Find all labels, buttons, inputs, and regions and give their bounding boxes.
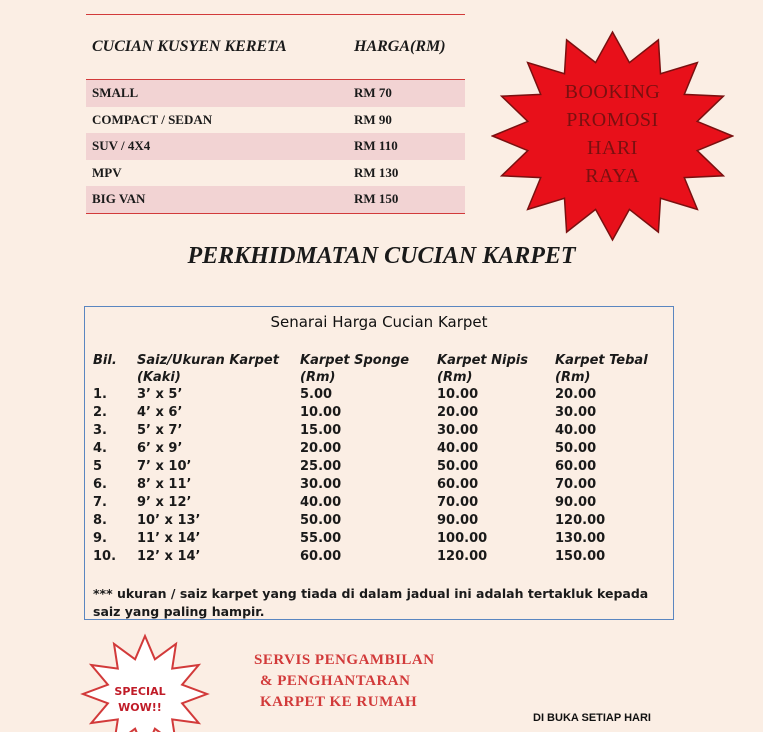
karpet-row — [93, 512, 665, 530]
kusyen-item: MPV — [92, 164, 122, 180]
row-saiz: 3’ x 5’ — [137, 387, 183, 402]
kusyen-item: COMPACT / SEDAN — [92, 111, 213, 127]
kusyen-price-table — [86, 14, 465, 214]
kusyen-item: SMALL — [92, 85, 139, 101]
row-sponge: 30.00 — [300, 477, 342, 492]
kusyen-rows — [86, 80, 465, 213]
karpet-table — [93, 352, 665, 566]
kusyen-price: RM 110 — [354, 138, 398, 154]
row-sponge: 5.00 — [300, 387, 333, 402]
special-text — [94, 684, 186, 716]
header-item: CUCIAN KUSYEN KERETA — [92, 38, 287, 55]
row-nipis: 50.00 — [437, 459, 479, 474]
row-saiz: 8’ x 11’ — [137, 477, 192, 492]
servis-line-1: SERVIS PENGAMBILAN — [254, 652, 435, 668]
row-saiz: 9’ x 12’ — [137, 495, 192, 510]
kusyen-row — [86, 160, 465, 187]
row-bil: 4. — [93, 441, 107, 456]
row-bil: 10. — [93, 549, 117, 564]
header-sponge-line1: Karpet Sponge — [300, 353, 410, 368]
row-bil: 3. — [93, 423, 107, 438]
servis-text — [254, 650, 435, 713]
row-tebal: 40.00 — [555, 423, 597, 438]
special-line: SPECIAL — [114, 685, 166, 698]
karpet-row — [93, 476, 665, 494]
row-sponge: 25.00 — [300, 459, 342, 474]
header-tebal-line2: (Rm) — [555, 370, 591, 385]
row-nipis: 30.00 — [437, 423, 479, 438]
header-nipis-line1: Karpet Nipis — [437, 353, 528, 368]
kusyen-price: RM 150 — [354, 191, 399, 207]
row-saiz: 4’ x 6’ — [137, 405, 183, 420]
special-burst — [78, 632, 213, 732]
row-tebal: 30.00 — [555, 405, 597, 420]
row-tebal: 130.00 — [555, 531, 606, 546]
row-tebal: 70.00 — [555, 477, 597, 492]
row-tebal: 90.00 — [555, 495, 597, 510]
karpet-row — [93, 386, 665, 404]
row-sponge: 15.00 — [300, 423, 342, 438]
row-saiz: 5’ x 7’ — [137, 423, 183, 438]
kusyen-price: RM 90 — [354, 111, 392, 127]
promo-line: HARI — [587, 137, 638, 159]
row-saiz: 12’ x 14’ — [137, 549, 201, 564]
row-nipis: 120.00 — [437, 549, 488, 564]
header-tebal — [555, 352, 665, 386]
header-price: HARGA(RM) — [354, 38, 446, 55]
karpet-row — [93, 494, 665, 512]
header-saiz-line1: Saiz/Ukuran Karpet — [137, 353, 279, 368]
header-tebal-line1: Karpet Tebal — [555, 353, 648, 368]
promo-line: PROMOSI — [566, 109, 659, 131]
row-saiz: 7’ x 10’ — [137, 459, 192, 474]
row-sponge: 10.00 — [300, 405, 342, 420]
dibuka-text: DI BUKA SETIAP HARI — [533, 712, 651, 724]
karpet-table-header — [93, 352, 665, 386]
row-nipis: 40.00 — [437, 441, 479, 456]
header-sponge — [300, 352, 437, 386]
row-tebal: 20.00 — [555, 387, 597, 402]
row-saiz: 11’ x 14’ — [137, 531, 201, 546]
row-tebal: 150.00 — [555, 549, 606, 564]
karpet-row — [93, 458, 665, 476]
karpet-row — [93, 404, 665, 422]
row-sponge: 20.00 — [300, 441, 342, 456]
row-bil: 9. — [93, 531, 107, 546]
header-nipis — [437, 352, 555, 386]
row-tebal: 60.00 — [555, 459, 597, 474]
kusyen-row — [86, 107, 465, 134]
row-bil: 5 — [93, 459, 103, 474]
row-bil: 6. — [93, 477, 107, 492]
row-bil: 8. — [93, 513, 107, 528]
row-nipis: 60.00 — [437, 477, 479, 492]
karpet-row — [93, 548, 665, 566]
row-bil: 7. — [93, 495, 107, 510]
promo-line: BOOKING — [564, 81, 661, 103]
kusyen-item: BIG VAN — [92, 191, 146, 207]
row-nipis: 10.00 — [437, 387, 479, 402]
karpet-price-box — [84, 306, 674, 620]
header-sponge-line2: (Rm) — [300, 370, 336, 385]
row-nipis: 100.00 — [437, 531, 488, 546]
row-sponge: 50.00 — [300, 513, 342, 528]
kusyen-row — [86, 133, 465, 160]
servis-line-2: & PENGHANTARAN — [260, 673, 411, 689]
karpet-rows — [93, 386, 665, 566]
row-tebal: 120.00 — [555, 513, 606, 528]
header-nipis-line2: (Rm) — [437, 370, 473, 385]
karpet-row — [93, 530, 665, 548]
header-saiz-line2: (Kaki) — [137, 370, 181, 385]
header-bil: Bil. — [93, 353, 117, 368]
promo-line: RAYA — [585, 165, 640, 187]
karpet-row — [93, 422, 665, 440]
row-sponge: 55.00 — [300, 531, 342, 546]
row-nipis: 20.00 — [437, 405, 479, 420]
row-saiz: 10’ x 13’ — [137, 513, 201, 528]
table-bottom-rule — [86, 213, 465, 214]
kusyen-table-header — [86, 15, 465, 80]
servis-line-3: KARPET KE RUMAH — [260, 694, 418, 710]
kusyen-row — [86, 186, 465, 213]
row-saiz: 6’ x 9’ — [137, 441, 183, 456]
promo-text — [491, 78, 734, 190]
section-title: PERKHIDMATAN CUCIAN KARPET — [187, 243, 576, 269]
row-nipis: 70.00 — [437, 495, 479, 510]
kusyen-row — [86, 80, 465, 107]
header-saiz — [137, 352, 300, 386]
row-sponge: 60.00 — [300, 549, 342, 564]
kusyen-item: SUV / 4X4 — [92, 138, 151, 154]
karpet-box-title: Senarai Harga Cucian Karpet — [270, 313, 488, 331]
kusyen-price: RM 70 — [354, 85, 392, 101]
karpet-row — [93, 440, 665, 458]
wow-line: WOW!! — [118, 701, 162, 714]
row-bil: 2. — [93, 405, 107, 420]
karpet-note: *** ukuran / saiz karpet yang tiada di dalam jadual ini adalah tertakluk kepada saiz yang paling hampir. — [93, 586, 649, 619]
row-bil: 1. — [93, 387, 107, 402]
row-nipis: 90.00 — [437, 513, 479, 528]
row-tebal: 50.00 — [555, 441, 597, 456]
row-sponge: 40.00 — [300, 495, 342, 510]
kusyen-price: RM 130 — [354, 164, 399, 180]
